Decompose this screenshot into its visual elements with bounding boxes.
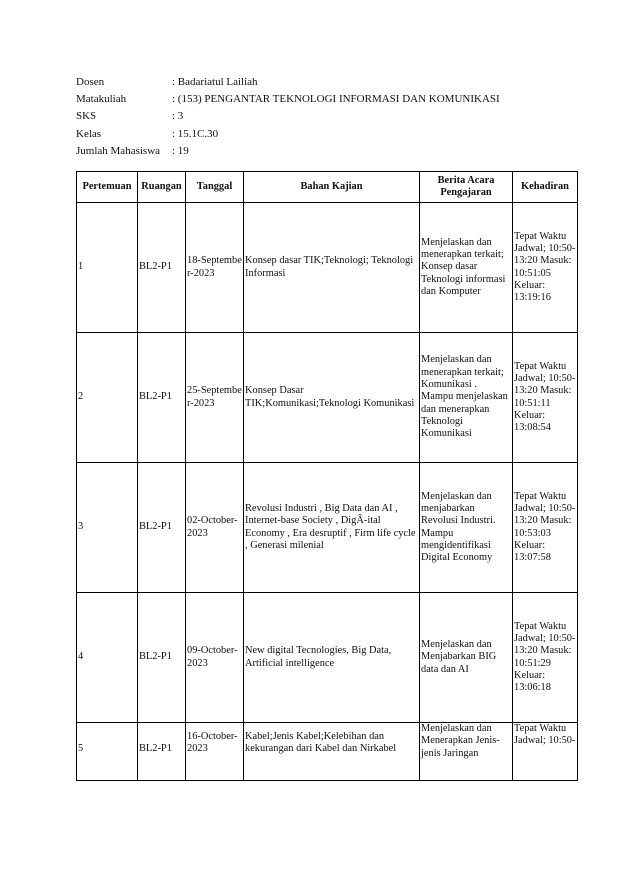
info-value: : (153) PENGANTAR TEKNOLOGI INFORMASI DAN KOMUNIKASI (172, 93, 500, 106)
cell-berita-acara: Menjelaskan dan menerapkan terkait; Konsep dasar Teknologi informasi dan Komputer (420, 203, 513, 333)
header-ruangan: Ruangan (138, 172, 186, 203)
cell-ruangan: BL2-P1 (138, 463, 186, 593)
info-label: SKS (76, 110, 97, 123)
cell-pertemuan: 1 (77, 203, 138, 333)
info-value: : 19 (172, 144, 189, 157)
info-value: : Badariatul Lailiah (172, 76, 258, 88)
info-row-dosen (76, 74, 500, 91)
cell-berita-acara: Menjelaskan dan menerapkan terkait; Komunikasi . Mampu menjelaskan dan menerapkan Teknologi Komunikasi (420, 333, 513, 463)
cell-berita-acara: Menjelaskan dan Menerapkan Jenis-jenis Jaringan (420, 723, 513, 781)
cell-ruangan: BL2-P1 (138, 723, 186, 781)
cell-bahan-kajian: Revolusi Industri , Big Data dan AI , Internet-base Society , DigÂ-ital Economy , Era desruptif , Firm life cycle , Generasi milenial (244, 463, 420, 593)
course-info (76, 74, 500, 160)
cell-tanggal: 02-October-2023 (186, 463, 244, 593)
cell-ruangan: BL2-P1 (138, 593, 186, 723)
cell-ruangan: BL2-P1 (138, 333, 186, 463)
cell-kehadiran: Tepat Waktu Jadwal; 10:50- (513, 723, 578, 781)
cell-kehadiran: Tepat Waktu Jadwal; 10:50-13:20 Masuk: 10:53:03 Keluar: 13:07:58 (513, 463, 578, 593)
cell-kehadiran: Tepat Waktu Jadwal; 10:50-13:20 Masuk: 10:51:29 Keluar: 13:06:18 (513, 593, 578, 723)
cell-bahan-kajian: Konsep Dasar TIK;Komunikasi;Teknologi Komunikasi (244, 333, 420, 463)
table-row (77, 463, 578, 593)
header-pertemuan: Pertemuan (77, 172, 138, 203)
cell-kehadiran: Tepat Waktu Jadwal; 10:50-13:20 Masuk: 10:51:11 Keluar: 13:08:54 (513, 333, 578, 463)
table-row (77, 333, 578, 463)
cell-pertemuan: 3 (77, 463, 138, 593)
table-row (77, 723, 578, 781)
cell-pertemuan: 2 (77, 333, 138, 463)
header-berita-acara: Berita Acara Pengajaran (420, 172, 513, 203)
header-kehadiran: Kehadiran (513, 172, 578, 203)
header-bahan-kajian: Bahan Kajian (244, 172, 420, 203)
table-row (77, 593, 578, 723)
info-row-sks (76, 108, 500, 125)
info-label: Dosen (76, 76, 105, 88)
info-label: Kelas (76, 127, 102, 140)
info-row-jumlah-mahasiswa (76, 143, 500, 160)
info-label: Jumlah Mahasiswa (76, 144, 161, 157)
info-value: : 3 (172, 110, 184, 123)
cell-tanggal: 25-September-2023 (186, 333, 244, 463)
cell-tanggal: 09-October-2023 (186, 593, 244, 723)
info-value: : 15.1C.30 (172, 127, 219, 140)
cell-pertemuan: 4 (77, 593, 138, 723)
cell-tanggal: 18-September-2023 (186, 203, 244, 333)
cell-kehadiran: Tepat Waktu Jadwal; 10:50-13:20 Masuk: 10:51:05 Keluar: 13:19:16 (513, 203, 578, 333)
info-label: Matakuliah (76, 93, 127, 106)
cell-pertemuan: 5 (77, 723, 138, 781)
info-row-matakuliah (76, 91, 500, 108)
cell-bahan-kajian: Kabel;Jenis Kabel;Kelebihan dan kekurangan dari Kabel dan Nirkabel (244, 723, 420, 781)
table-header-row (77, 172, 578, 203)
table-row (77, 203, 578, 333)
cell-bahan-kajian: New digital Tecnologies, Big Data, Artificial intelligence (244, 593, 420, 723)
cell-berita-acara: Menjelaskan dan menjabarkan Revolusi Industri. Mampu mengidentifikasi Digital Economy (420, 463, 513, 593)
cell-ruangan: BL2-P1 (138, 203, 186, 333)
attendance-table (76, 171, 578, 781)
cell-berita-acara: Menjelaskan dan Menjabarkan BIG data dan AI (420, 593, 513, 723)
info-row-kelas (76, 126, 500, 143)
cell-bahan-kajian: Konsep dasar TIK;Teknologi; Teknologi Informasi (244, 203, 420, 333)
cell-tanggal: 16-October-2023 (186, 723, 244, 781)
header-tanggal: Tanggal (186, 172, 244, 203)
